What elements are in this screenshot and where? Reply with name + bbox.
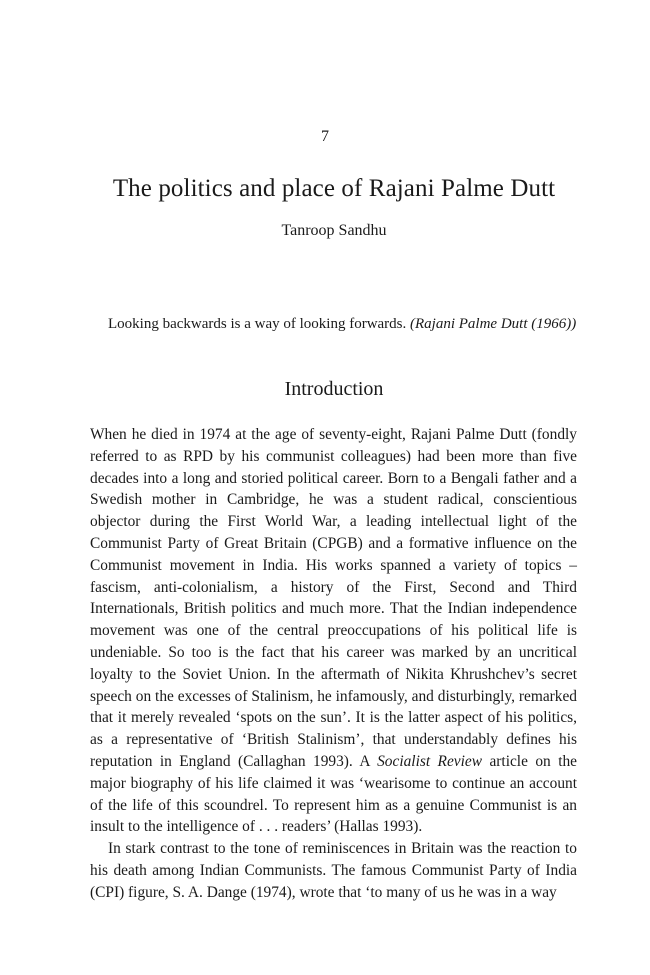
section-heading: Introduction xyxy=(284,378,384,400)
paragraph-2: In stark contrast to the tone of reminiscences in Britain was the reaction to his death among Indian Communists. The famous Communist Party of India (CPI) figure, S. A. Dange (1974), wrote that ‘to many of us he was in a way xyxy=(90,840,577,901)
chapter-title: The politics and place of Rajani Palme Dutt xyxy=(112,175,556,202)
chapter-number: 7 xyxy=(321,128,329,145)
paragraph-1 xyxy=(90,424,577,838)
body-text xyxy=(90,424,577,904)
paragraph-1-italic: Socialist Review xyxy=(377,752,482,770)
epigraph-source: (Rajani Palme Dutt (1966)) xyxy=(410,316,577,332)
epigraph-quote: Looking backwards is a way of looking forwards. xyxy=(108,316,411,332)
paragraph-1-part-2: article on the major biography of his life claimed it was ‘wearisome to continue an account of the life of this scoundrel. To represent him as a genuine Communist is an insult to the intelligence of . . . readers’ (Hallas 1993). xyxy=(90,752,578,836)
epigraph xyxy=(108,316,588,333)
paragraph-1-part-1: When he died in 1974 at the age of seventy-eight, Rajani Palme Dutt (fondly referred to as RPD by his communist colleagues) had been more than five decades into a long and storied political career. Born to a Bengali father and a Swedish mother in Cambridge, he was a student radical, conscientious objector during the First World War, a leading intellectual light of the Communist Party of Great Britain (CPGB) and a formative influence on the Communist movement in India. His works spanned a variety of topics – fascism, anti-colonialism, a history of the First, Second and Third Internationals, British politics and much more. That the Indian independence movement was one of the central preoccupations of his political life is undeniable. So too is the fact that his career was marked by an uncritical loyalty to the Soviet Union. In the aftermath of Nikita Khrushchev’s secret speech on the excesses of Stalinism, he infamously, and disturbingly, remarked that it merely revealed ‘spots on the sun’. It is the latter aspect of his politics, as a representative of ‘British Stalinism’, that understandably defines his reputation in England (Callaghan 1993). A xyxy=(90,426,577,770)
chapter-author: Tanroop Sandhu xyxy=(281,222,387,239)
